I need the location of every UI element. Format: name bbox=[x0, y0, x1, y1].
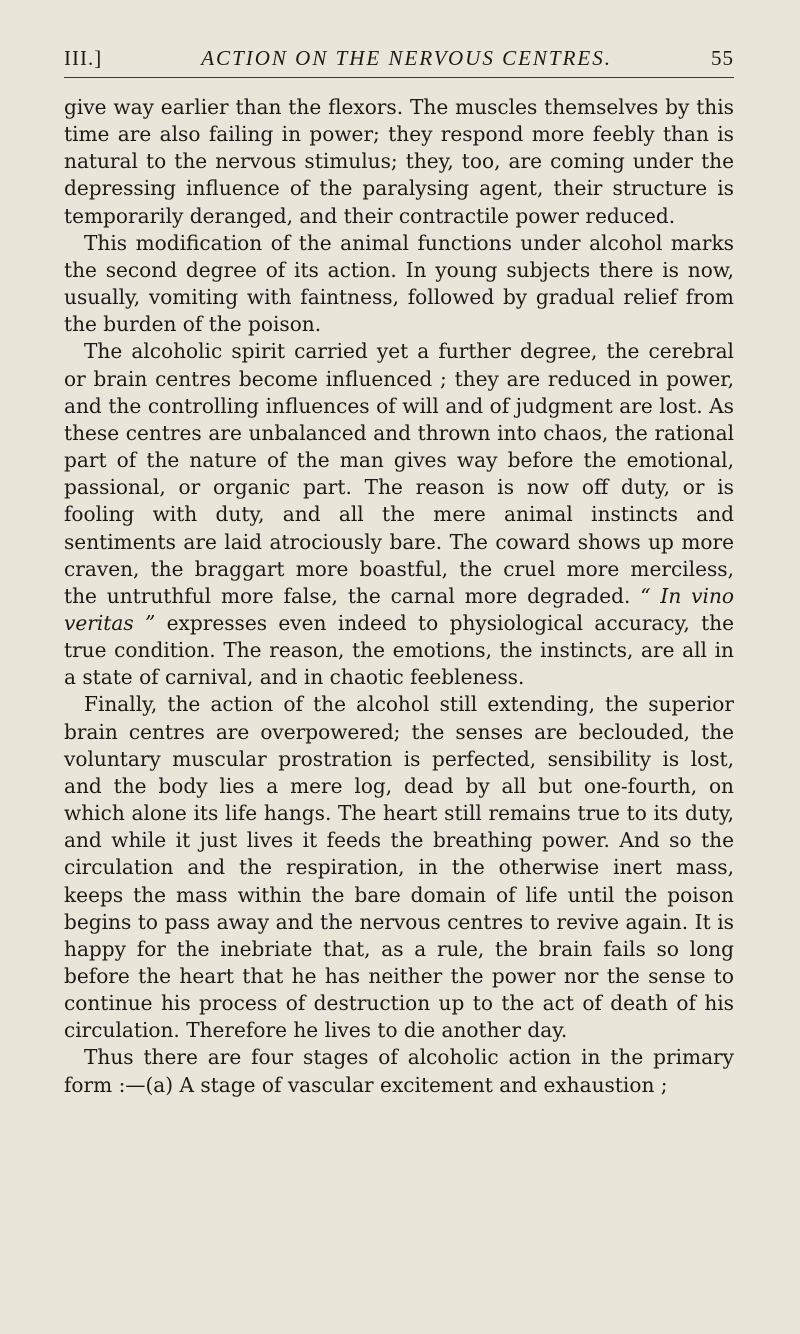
page-number: 55 bbox=[711, 46, 734, 70]
latin-quote: “ In vino veritas ” bbox=[64, 583, 734, 635]
paragraph-5: Thus there are four stages of alcoholic action in the primary form :—(a) A stage of vascular excitement and exhaustion ; bbox=[64, 1045, 734, 1097]
paragraph-3 bbox=[64, 338, 734, 691]
paragraph-3-text: The alcoholic spirit carried yet a further degree, the cerebral or brain centres become influenced ; they are reduced in power, and the controlling influences of will and of judgment are lost. As these centres are unbalanced and thrown into chaos, the rational part of the nature of the man gives way before the emotional, passional, or organic part. The reason is now off duty, or is fooling with duty, and all the mere animal instincts and sentiments are laid atrociously bare. The coward shows up more craven, the braggart more boastful, the cruel more merciless, the untruthful more false, the carnal more degraded. bbox=[64, 339, 734, 608]
chapter-number: III.] bbox=[64, 46, 103, 70]
paragraph-2: This modification of the animal functions under alcohol marks the second degree of its action. In young subjects there is now, usually, vomiting with faintness, followed by gradual relief from the burden of the poison. bbox=[64, 230, 734, 337]
running-header bbox=[64, 46, 734, 78]
chapter-title: ACTION ON THE NERVOUS CENTRES. bbox=[201, 46, 612, 70]
paragraph-1: give way earlier than the flexors. The muscles themselves by this time are also failing in power; they respond more feebly than is natural to the nervous stimulus; they, too, are coming under the depressing influence of the paralysing agent, their structure is temporarily deranged, and their contractile power reduced. bbox=[64, 95, 734, 228]
book-page bbox=[64, 46, 734, 1099]
paragraph-4: Finally, the action of the alcohol still extending, the superior brain centres are overpowered; the senses are beclouded, the voluntary muscular prostration is perfected, sensibility is lost, and the body lies a mere log, dead by all but one-fourth, on which alone its life hangs. The heart still remains true to its duty, and while it just lives it feeds the breathing power. And so the circulation and the respiration, in the otherwise inert mass, keeps the mass within the bare domain of life until the poison begins to pass away and the nervous centres to revive again. It is happy for the inebriate that, as a rule, the brain fails so long before the heart that he has neither the power nor the sense to continue his process of destruction up to the act of death of his circulation. Therefore he lives to die another day. bbox=[64, 692, 734, 1043]
body-text bbox=[64, 94, 734, 1099]
paragraph-3-continuation: expresses even indeed to physiological accuracy, the true condition. The reason, the emotions, the instincts, are all in a state of carnival, and in chaotic feebleness. bbox=[64, 610, 734, 690]
